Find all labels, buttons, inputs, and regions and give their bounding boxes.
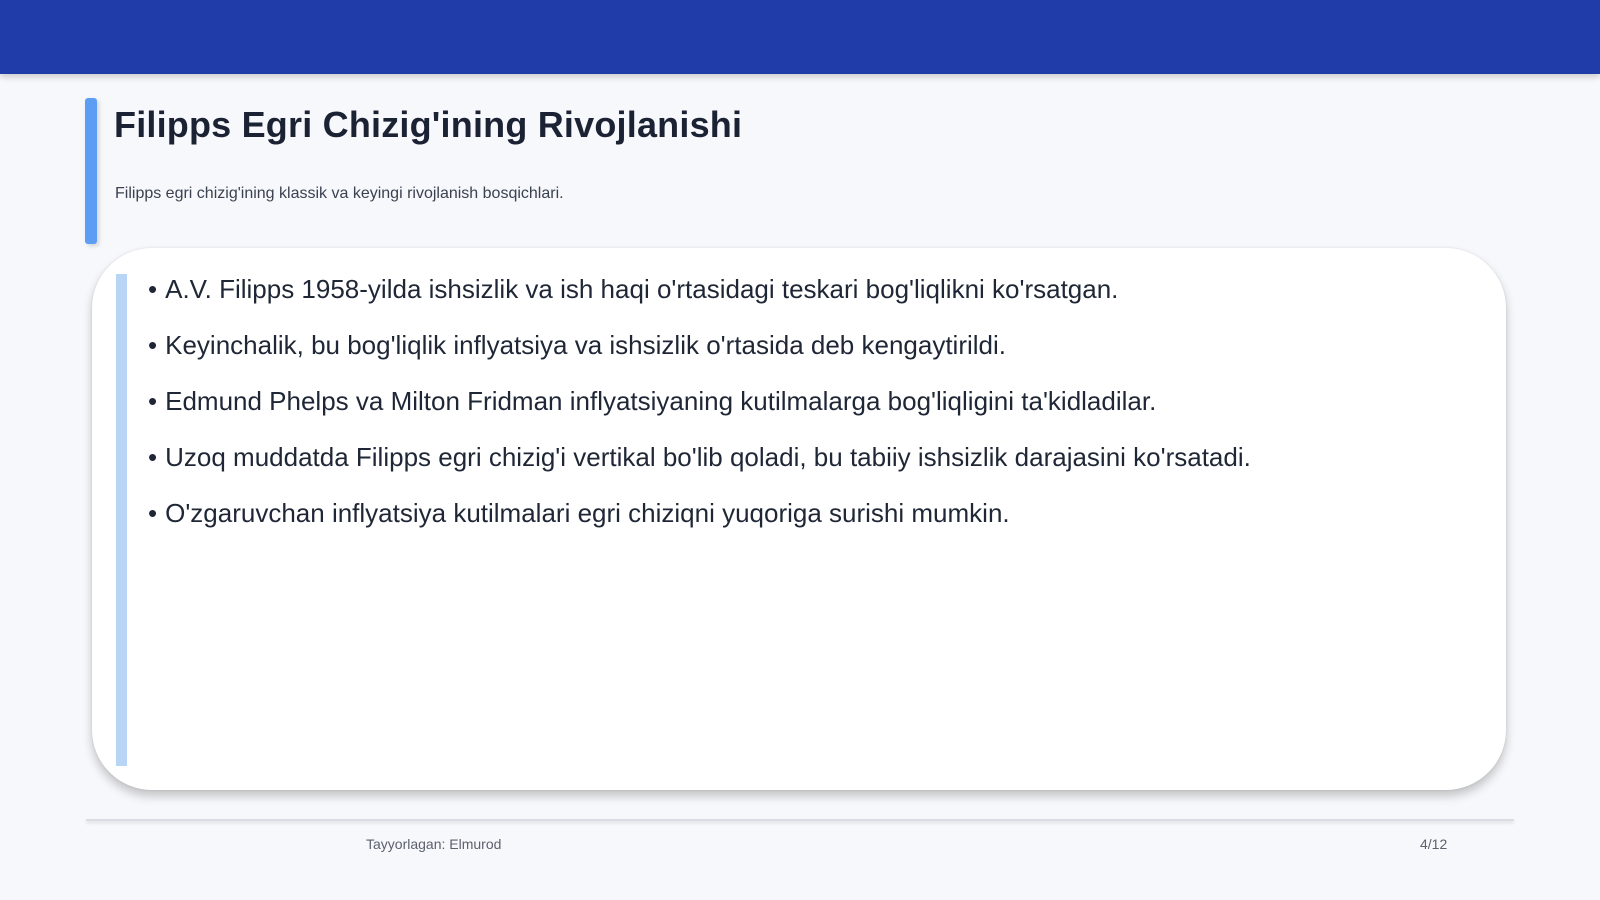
- bullet-dot-icon: •: [148, 330, 158, 360]
- card-accent-bar: [116, 274, 127, 766]
- bullet-item: [148, 330, 1468, 360]
- bullet-item: [148, 386, 1468, 416]
- footer-author: Tayyorlagan: Elmurod: [366, 836, 502, 852]
- title-accent-bar: [85, 98, 97, 244]
- bullet-list: [148, 274, 1468, 554]
- bullet-dot-icon: •: [148, 498, 158, 528]
- bullet-item: [148, 274, 1468, 304]
- bullet-text: Uzoq muddatda Filipps egri chizig'i vertikal bo'lib qoladi, bu tabiiy ishsizlik darajasini ko'rsatadi.: [165, 442, 1251, 472]
- slide-title: Filipps Egri Chizig'ining Rivojlanishi: [114, 104, 743, 145]
- bullet-text: Edmund Phelps va Milton Fridman inflyatsiyaning kutilmalarga bog'liqligini ta'kidladilar.: [165, 386, 1157, 416]
- bullet-text: A.V. Filipps 1958-yilda ishsizlik va ish haqi o'rtasidagi teskari bog'liqlikni ko'rsatgan.: [165, 274, 1119, 304]
- bullet-dot-icon: •: [148, 274, 158, 304]
- bullet-dot-icon: •: [148, 442, 158, 472]
- content-card: [92, 248, 1506, 790]
- slide-subtitle: Filipps egri chizig'ining klassik va keyingi rivojlanish bosqichlari.: [115, 185, 564, 202]
- bullet-item: [148, 442, 1468, 472]
- bullet-item: [148, 498, 1468, 528]
- page-number: 4/12: [1420, 836, 1448, 852]
- bullet-dot-icon: •: [148, 386, 158, 416]
- header-bar: [0, 0, 1600, 74]
- bullet-text: O'zgaruvchan inflyatsiya kutilmalari egri chiziqni yuqoriga surishi mumkin.: [165, 498, 1010, 528]
- footer-divider: [86, 819, 1514, 821]
- bullet-text: Keyinchalik, bu bog'liqlik inflyatsiya va ishsizlik o'rtasida deb kengaytirildi.: [165, 330, 1006, 360]
